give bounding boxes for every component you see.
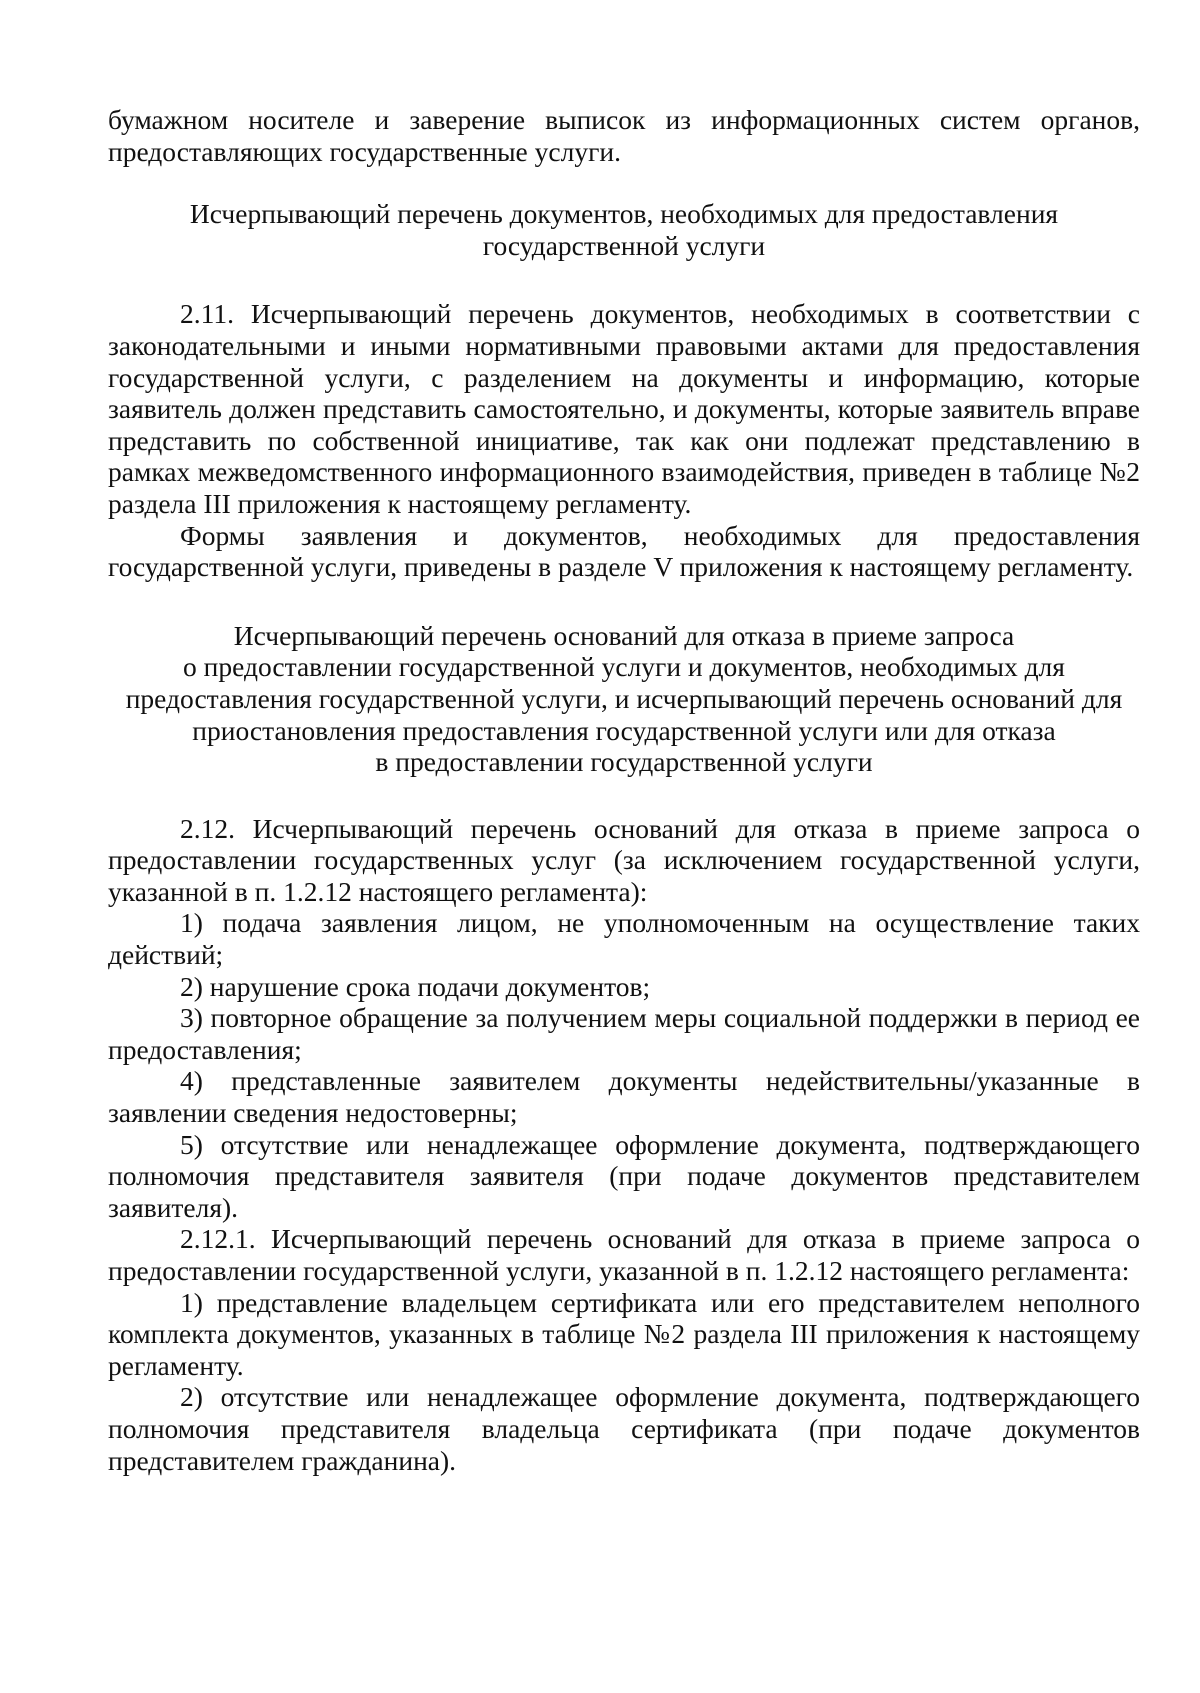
paragraph-2-11: 2.11. Исчерпывающий перечень документов, необходимых в соответствии с законодательными и иными нормативными правовыми актами для предоставления государственной услуги, с разделением на документы и информацию, которые заявитель должен представить самостоятельно, и документы, которые заявитель вправе представить по собственной инициативе, так как они подлежат представлению в рамках межведомственного информационного взаимодействия, приведен в таблице №2 раздела III приложения к настоящему регламенту. bbox=[108, 298, 1140, 519]
list-item: 3) повторное обращение за получением меры социальной поддержки в период ее предоставления; bbox=[108, 1002, 1140, 1065]
list-item: 4) представленные заявителем документы недействительны/указанные в заявлении сведения недостоверны; bbox=[108, 1065, 1140, 1129]
paragraph-2-12-1: 2.12.1. Исчерпывающий перечень оснований для отказа в приеме запроса о предоставлении государственной услуги, указанной в п. 1.2.12 настоящего регламента: bbox=[108, 1223, 1140, 1286]
section-heading-refusal-grounds bbox=[108, 620, 1140, 778]
list-item: 1) представление владельцем сертификата или его представителем неполного комплекта документов, указанных в таблице №2 раздела III приложения к настоящему регламенту. bbox=[108, 1286, 1140, 1381]
heading-line: о предоставлении государственной услуги и документов, необходимых для bbox=[183, 651, 1065, 683]
heading-line: предоставления государственной услуги, и исчерпывающий перечень оснований для bbox=[125, 682, 1123, 714]
heading-line: приостановления предоставления государственной услуги или для отказа bbox=[192, 714, 1056, 746]
list-item: 1) подача заявления лицом, не уполномоченным на осуществление таких действий; bbox=[108, 907, 1140, 971]
heading-line: Исчерпывающий перечень документов, необходимых для предоставления bbox=[189, 198, 1059, 230]
list-item: 2) отсутствие или ненадлежащее оформление документа, подтверждающего полномочия представителя владельца сертификата (при подаче документов представителем гражданина). bbox=[108, 1381, 1140, 1476]
section-heading-documents bbox=[108, 198, 1140, 261]
paragraph-forms: Формы заявления и документов, необходимых для предоставления государственной услуги, приведены в разделе V приложения к настоящему регламенту. bbox=[108, 519, 1140, 583]
list-item: 2) нарушение срока подачи документов; bbox=[180, 970, 651, 1002]
heading-line: в предоставлении государственной услуги bbox=[375, 746, 873, 778]
paragraph-2-12: 2.12. Исчерпывающий перечень оснований для отказа в приеме запроса о предоставлении государственных услуг (за исключением государственной услуги, указанной в п. 1.2.12 настоящего регламента): bbox=[108, 812, 1140, 907]
opening-paragraph: бумажном носителе и заверение выписок из информационных систем органов, предоставляющих государственные услуги. bbox=[108, 104, 1140, 167]
document-body bbox=[108, 104, 1140, 1476]
heading-line: Исчерпывающий перечень оснований для отказа в приеме запроса bbox=[233, 619, 1015, 651]
list-item: 5) отсутствие или ненадлежащее оформление документа, подтверждающего полномочия представителя заявителя (при подаче документов представителем заявителя). bbox=[108, 1128, 1140, 1223]
heading-line: государственной услуги bbox=[482, 229, 766, 261]
